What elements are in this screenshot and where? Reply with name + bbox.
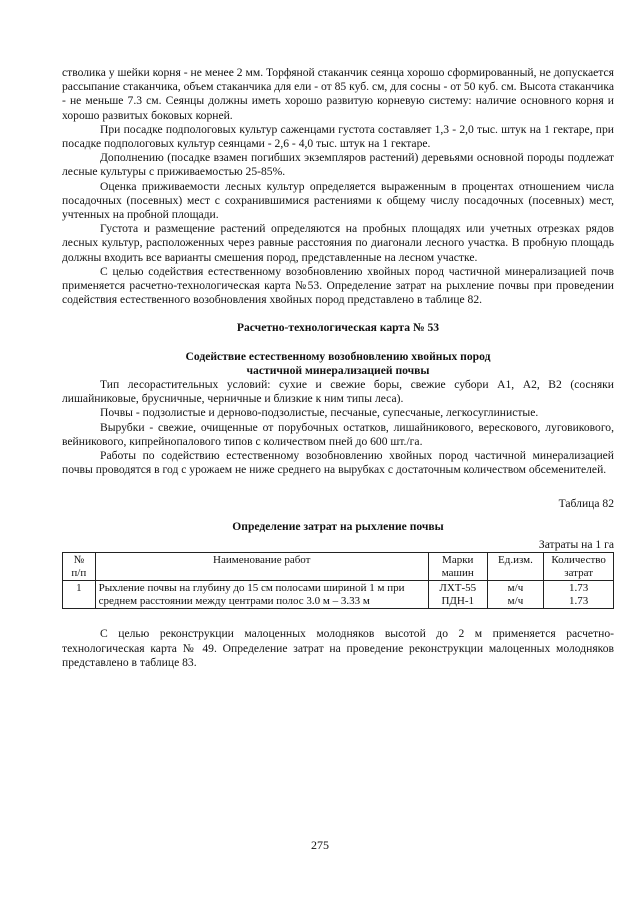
header-num: № п/п (63, 553, 96, 581)
card-subtitle-line2: частичной минерализацией почвы (246, 363, 430, 377)
paragraph-works: Работы по содействию естественному возобновлению хвойных пород частичной минерализацией почвы проводятся в год с урожаем не ниже среднего на вырубках с достаточным количеством обсеменителей. (62, 449, 614, 477)
card-subtitle-line1: Содействие естественному возобновлению хвойных пород (185, 349, 491, 363)
paragraph-forest-conditions: Тип лесорастительных условий: сухие и свежие боры, свежие субори А1, А2, В2 (сосняки лишайниковые, брусничные, черничные и близкие к ним типы леса). (62, 378, 614, 406)
paragraph-planting-density: При посадке подпологовых культур саженцами густота составляет 1,3 - 2,0 тыс. штук на 1 гектаре, при посадке подпологовых культур сеянцами - 2,6 - 4,0 тыс. штук на 1 гектаре. (62, 122, 614, 151)
header-unit: Ед.изм. (487, 553, 544, 581)
paragraph-sample-plots: Густота и размещение растений определяются на пробных площадях или учетных отрезках рядов лесных культур, расположенных через равные расстояния по диагонали лесного участка. В пробную площадь должны входить все варианты смешения пород, представленные на лесном участке. (62, 222, 614, 264)
page-number: 275 (311, 838, 329, 852)
paragraph-replanting: Дополнению (посадке взамен погибших экземпляров растений) деревьями основной породы подлежат лесные культуры с приживаемостью 25-85%. (62, 151, 614, 179)
document-page (62, 66, 614, 670)
cell-brand: ЛХТ-55 ПДН-1 (428, 581, 487, 609)
paragraph-clearcuts: Вырубки - свежие, очищенные от порубочных остатков, лишайникового, верескового, луговикового, вейникового, кипрейнопалового типов с количеством пней до 600 шт./га. (62, 420, 614, 448)
table-label: Таблица 82 (558, 497, 614, 511)
header-brand: Марки машин (428, 553, 487, 581)
paragraph-survival-assessment: Оценка приживаемости лесных культур определяется выраженным в процентах отношением числа посадочных (посевных) мест с сохранившимися растениями к общему числу посадочных (посевных) мест, учтенных на пробной площади. (62, 179, 614, 222)
table-title: Определение затрат на рыхление почвы (232, 519, 444, 533)
header-qty: Количество затрат (544, 553, 614, 581)
paragraph-seedling-requirements: стволика у шейки корня - не менее 2 мм. Торфяной стаканчик сеянца хорошо сформированный, не допускается рассыпание стаканчика, объем стаканчика для ели - от 85 куб. см, для сосны - от 50 куб. см. Высота стаканчика - не меньше 7.3 см. Сеянцы должны иметь хорошо развитую корневую систему: наличие основного корня и хорошо развитых боковых корней. (62, 66, 614, 122)
cell-num: 1 (63, 581, 96, 609)
cell-qty: 1.73 1.73 (544, 581, 614, 609)
cell-name: Рыхление почвы на глубину до 15 см полосами шириной 1 м при среднем расстоянии между центрами полос 3.0 м – 3.33 м (95, 581, 428, 609)
table-header-row (63, 553, 614, 581)
card-title: Расчетно-технологическая карта № 53 (236, 321, 440, 335)
table-row (63, 581, 614, 609)
header-name: Наименование работ (95, 553, 428, 581)
paragraph-reconstruction: С целью реконструкции малоценных молодняков высотой до 2 м применяется расчетно-технологическая карта № 49. Определение затрат на проведение реконструкции малоценных молодняков представлено в таблице 83. (62, 627, 614, 669)
cost-table (62, 552, 614, 609)
table-units: Затраты на 1 га (538, 537, 614, 551)
cell-unit: м/ч м/ч (487, 581, 544, 609)
paragraph-card-reference: С целью содействия естественному возобновлению хвойных пород частичной минерализацией почв применяется расчетно-технологическая карта №53. Определение затрат на рыхление почвы при проведении содействия естественного возобновления хвойных пород представлено в таблице 82. (62, 264, 614, 307)
paragraph-soils: Почвы - подзолистые и дерново-подзолистые, песчаные, супесчаные, легкосуглинистые. (100, 406, 539, 420)
